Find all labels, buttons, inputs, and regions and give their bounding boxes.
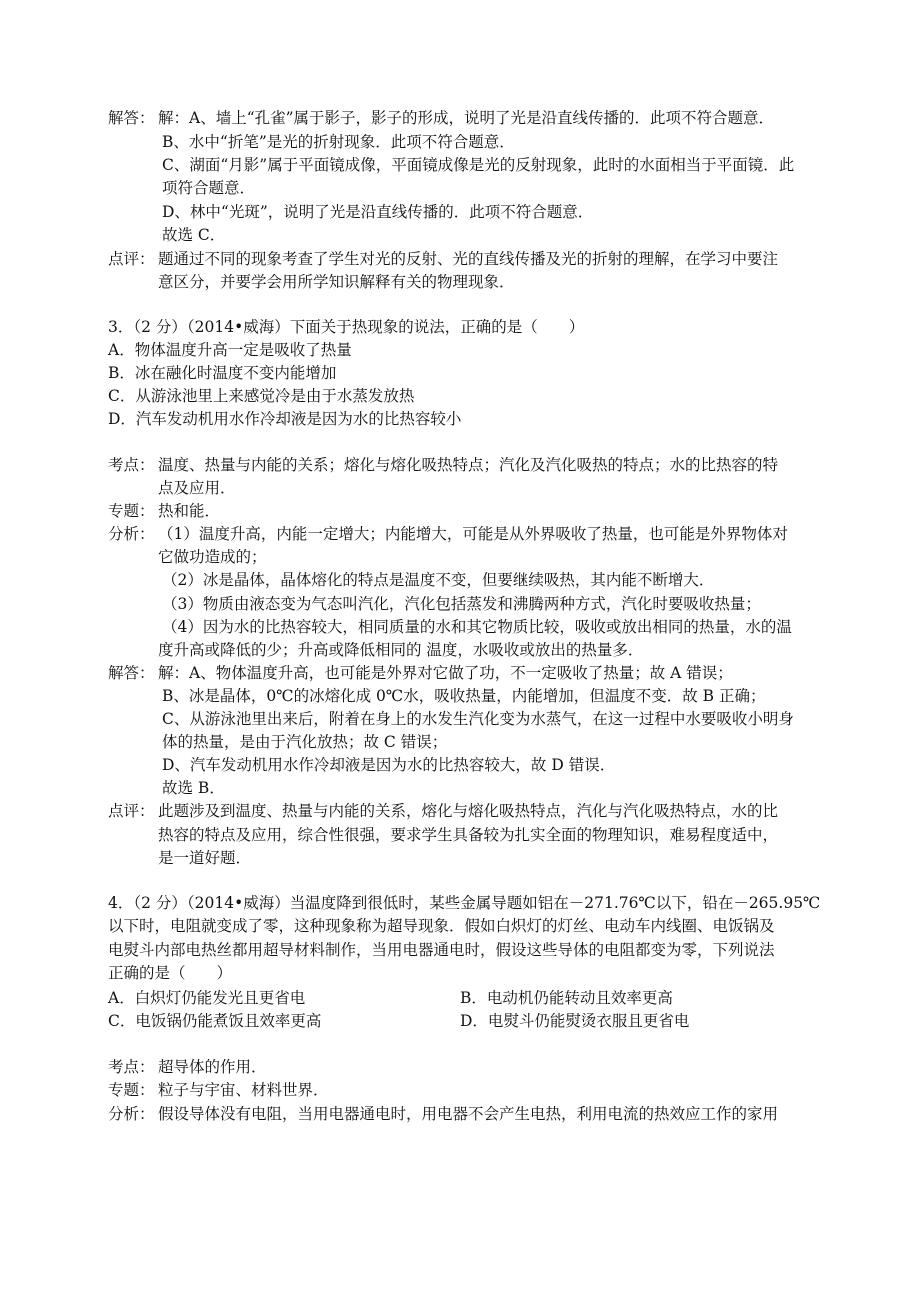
q3-option-c: C．从游泳池里上来感觉冷是由于水蒸发放热 <box>108 387 415 405</box>
q4-stem-line: 正确的是（ ） <box>108 964 233 982</box>
q3-kaodian-label: 考点： <box>108 456 155 474</box>
q3-fenxi-line: （3）物质由液态变为气态叫汽化，汽化包括蒸发和沸腾两种方式，汽化时要吸收热量； <box>162 595 761 613</box>
q4-option-a: A．白炽灯仍能发光且更省电 <box>108 989 306 1007</box>
q3-dianping-line: 热容的特点及应用，综合性很强，要求学生具备较为扎实全面的物理知识，难易程度适中， <box>158 826 779 844</box>
q3-fenxi-line: （1）温度升高，内能一定增大；内能增大，可能是从外界吸收了热量，也可能是外界物体对 <box>158 525 788 543</box>
q2-jieda-line: 项符合题意． <box>162 179 256 197</box>
q2-jieda-label: 解答： <box>108 109 155 127</box>
q3-dianping-line: 此题涉及到温度、热量与内能的关系，熔化与熔化吸热特点，汽化与汽化吸热特点，水的比 <box>158 802 779 820</box>
q3-option-b: B．冰在融化时温度不变内能增加 <box>108 364 337 382</box>
q3-stem: 3．（2 分）（2014•威海）下面关于热现象的说法，正确的是（ ） <box>108 318 585 336</box>
q3-fenxi-label: 分析： <box>108 525 155 543</box>
q4-kaodian-label: 考点： <box>108 1058 155 1076</box>
q4-fenxi: 假设导体没有电阻，当用电器通电时，用电器不会产生电热，利用电流的热效应工作的家用 <box>158 1105 779 1123</box>
q3-jieda-label: 解答： <box>108 664 155 682</box>
q3-kaodian-line: 温度、热量与内能的关系；熔化与熔化吸热特点；汽化及汽化吸热的特点；水的比热容的特 <box>158 456 779 474</box>
q4-stem-line: 电熨斗内部电热丝都用超导材料制作，当用电器通电时，假设这些导体的电阻都变为零，下列说法 <box>108 941 775 959</box>
q3-jieda-line: 解：A、物体温度升高，也可能是外界对它做了功，不一定吸收了热量；故 A 错误； <box>158 664 733 682</box>
q4-stem-line: 4．（2 分）（2014•威海）当温度降到很低时，某些金属导题如铝在－271.76℃以下，铅在－265.95℃ <box>108 894 821 912</box>
q2-dianping-line: 题通过不同的现象考查了学生对光的反射、光的直线传播及光的折射的理解，在学习中要注 <box>158 250 779 268</box>
q4-option-d: D．电熨斗仍能熨烫衣服且更省电 <box>460 1012 690 1030</box>
q3-zhuanti: 热和能． <box>158 502 221 520</box>
q3-dianping-label: 点评： <box>108 802 155 820</box>
q3-option-d: D．汽车发动机用水作冷却液是因为水的比热容较小 <box>108 410 462 428</box>
q4-zhuanti: 粒子与宇宙、材料世界． <box>158 1081 329 1099</box>
q3-dianping-line: 是一道好题． <box>158 849 252 867</box>
q4-kaodian: 超导体的作用． <box>158 1058 267 1076</box>
q4-fenxi-label: 分析： <box>108 1105 155 1123</box>
q2-jieda-line: D、林中“光斑”，说明了光是沿直线传播的．此项不符合题意． <box>162 203 594 221</box>
q3-zhuanti-label: 专题： <box>108 502 155 520</box>
q2-dianping-label: 点评： <box>108 250 155 268</box>
q2-jieda-line: 故选 C． <box>162 226 226 244</box>
q3-jieda-line: B、冰是晶体，0℃的冰熔化成 0℃水，吸收热量，内能增加，但温度不变．故 B 正确； <box>162 687 766 705</box>
q2-dianping-line: 意区分，并要学会用所学知识解释有关的物理现象． <box>158 273 515 291</box>
q3-option-a: A．物体温度升高一定是吸收了热量 <box>108 341 352 359</box>
q3-jieda-line: C、从游泳池里出来后，附着在身上的水发生汽化变为水蒸气，在这一过程中水要吸收小明身 <box>162 710 794 728</box>
q3-fenxi-line: （4）因为水的比热容较大，相同质量的水和其它物质比较，吸收或放出相同的热量，水的温 <box>162 618 792 636</box>
q2-jieda-line: B、水中“折笔”是光的折射现象．此项不符合题意． <box>162 133 515 151</box>
q3-jieda-line: D、汽车发动机用水作冷却液是因为水的比热容较大，故 D 错误． <box>162 756 616 774</box>
q2-jieda-line: 解：A、墙上“孔雀”属于影子，影子的形成，说明了光是沿直线传播的．此项不符合题意． <box>158 109 775 127</box>
q3-jieda-line: 故选 B． <box>162 779 225 797</box>
q3-fenxi-line: （2）冰是晶体，晶体熔化的特点是温度不变，但要继续吸热，其内能不断增大． <box>162 571 715 589</box>
q4-stem-line: 以下时，电阻就变成了零，这种现象称为超导现象．假如白炽灯的灯丝、电动车内线圈、电饭锅及 <box>108 917 775 935</box>
q4-option-b: B．电动机仍能转动且效率更高 <box>460 989 673 1007</box>
q3-fenxi-line: 它做功造成的； <box>158 548 267 566</box>
q3-fenxi-line: 度升高或降低的少；升高或降低相同的 温度，水吸收或放出的热量多． <box>158 641 644 659</box>
q2-jieda-line: C、湖面“月影”属于平面镜成像，平面镜成像是光的反射现象，此时的水面相当于平面镜．此 <box>162 156 795 174</box>
q3-kaodian-line: 点及应用． <box>158 479 236 497</box>
q4-option-c: C．电饭锅仍能煮饭且效率更高 <box>108 1012 322 1030</box>
q4-zhuanti-label: 专题： <box>108 1081 155 1099</box>
q3-jieda-line: 体的热量，是由于汽化放热；故 C 错误； <box>162 733 448 751</box>
